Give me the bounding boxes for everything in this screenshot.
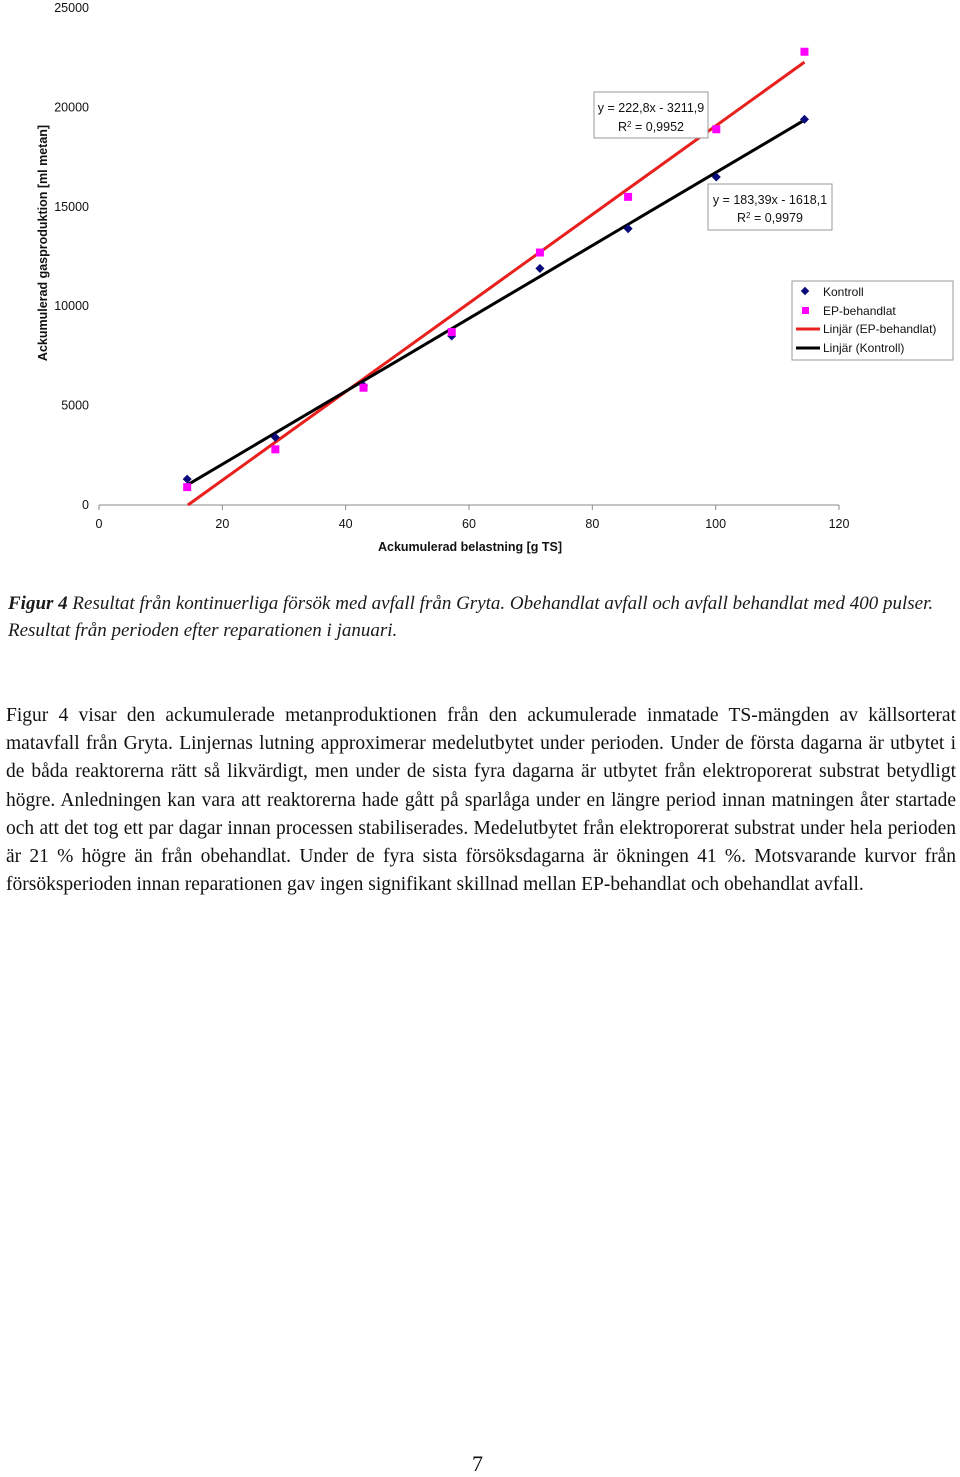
- r-squared-text-ep: $R^2 = 0,9952$: [618, 119, 684, 134]
- x-tick-label: 60: [462, 517, 476, 531]
- equation-text-ep: y = 222,8x - 3211,9: [597, 101, 705, 115]
- trendline-equation-kontroll: [708, 184, 832, 230]
- equation-text-kontroll: y = 183,39x - 1618,1: [712, 193, 828, 207]
- chart-legend: [792, 281, 953, 360]
- ep-behandlat-data-point: [183, 483, 191, 491]
- scatter-chart: [0, 0, 960, 570]
- ep-behandlat-data-point: [712, 125, 720, 133]
- ep-behandlat-data-point: [360, 384, 368, 392]
- figure-label: Figur 4: [8, 593, 68, 614]
- legend-label: Linjär (EP-behandlat): [823, 322, 937, 336]
- y-tick-label: 10000: [54, 299, 89, 314]
- x-tick-label: 20: [215, 517, 230, 531]
- data-point-layer: [183, 48, 809, 491]
- y-tick-label: 15000: [54, 199, 89, 214]
- x-tick-label: 40: [338, 517, 353, 531]
- trendline-layer: [187, 62, 804, 505]
- chart-axes: [54, 1, 849, 531]
- x-tick-label: 100: [705, 517, 727, 531]
- ep-behandlat-data-point: [536, 249, 544, 257]
- legend-label: Kontroll: [823, 285, 864, 299]
- x-axis-label: Ackumulerad belastning [g TS]: [377, 540, 563, 554]
- figure-caption: [8, 590, 953, 644]
- x-tick-label: 80: [585, 517, 600, 531]
- ep-behandlat-data-point: [624, 193, 632, 201]
- y-tick-label: 0: [82, 498, 89, 512]
- y-tick-label: 20000: [54, 100, 89, 115]
- trendline-equation-ep: [594, 92, 708, 138]
- y-tick-label: 25000: [54, 1, 89, 15]
- trendline-ep-behandlat: [188, 62, 805, 505]
- legend-label: Linjär (Kontroll): [823, 341, 905, 355]
- ep-behandlat-data-point: [448, 328, 456, 336]
- kontroll-data-point: [535, 264, 544, 273]
- ep-behandlat-data-point: [800, 48, 808, 56]
- page-number: 7: [472, 1451, 483, 1476]
- x-tick-label: 0: [95, 517, 103, 531]
- r-squared-text-kontroll: $R^2 = 0,9979$: [737, 210, 803, 225]
- ep-behandlat-data-point: [271, 445, 279, 453]
- body-paragraph: Figur 4 visar den ackumulerade metanproduktionen från den ackumulerade inmatade TS-mängden av källsorterat matavfall från Gryta. Linjernas lutning approximerar medelutbytet under perioden. Under de första dagarna är utbytet i de båda reaktorerna rätt så likvärdigt, men under de sista fyra dagarna är utbytet från elektroporerat substrat betydligt högre. Anledningen kan vara att reaktorerna hade gått på sparlåga under en längre period innan matningen åter startade och att det tog ett par dagar innan processen stabiliserades. Medelutbytet från elektroporerat substrat under hela perioden är 21 % högre än från obehandlat. Under de fyra sista försöksdagarna är ökningen 41 %. Motsvarande kurvor från försöksperioden innan reparationen gav ingen signifikant skillnad mellan EP-behandlat och obehandlat avfall.: [6, 705, 956, 896]
- trendline-kontroll: [187, 120, 804, 485]
- figure-caption-text: Resultat från kontinuerliga försök med avfall från Gryta. Obehandlat avfall och avfall behandlat med 400 pulser. Resultat från perioden efter reparationen i januari.: [8, 593, 934, 641]
- square-marker-icon: [802, 307, 809, 314]
- y-tick-label: 5000: [61, 398, 89, 413]
- y-axis-label: Ackumulerad gasproduktion [ml metan]: [36, 124, 50, 362]
- legend-label: EP-behandlat: [823, 304, 896, 318]
- x-tick-label: 120: [828, 517, 850, 531]
